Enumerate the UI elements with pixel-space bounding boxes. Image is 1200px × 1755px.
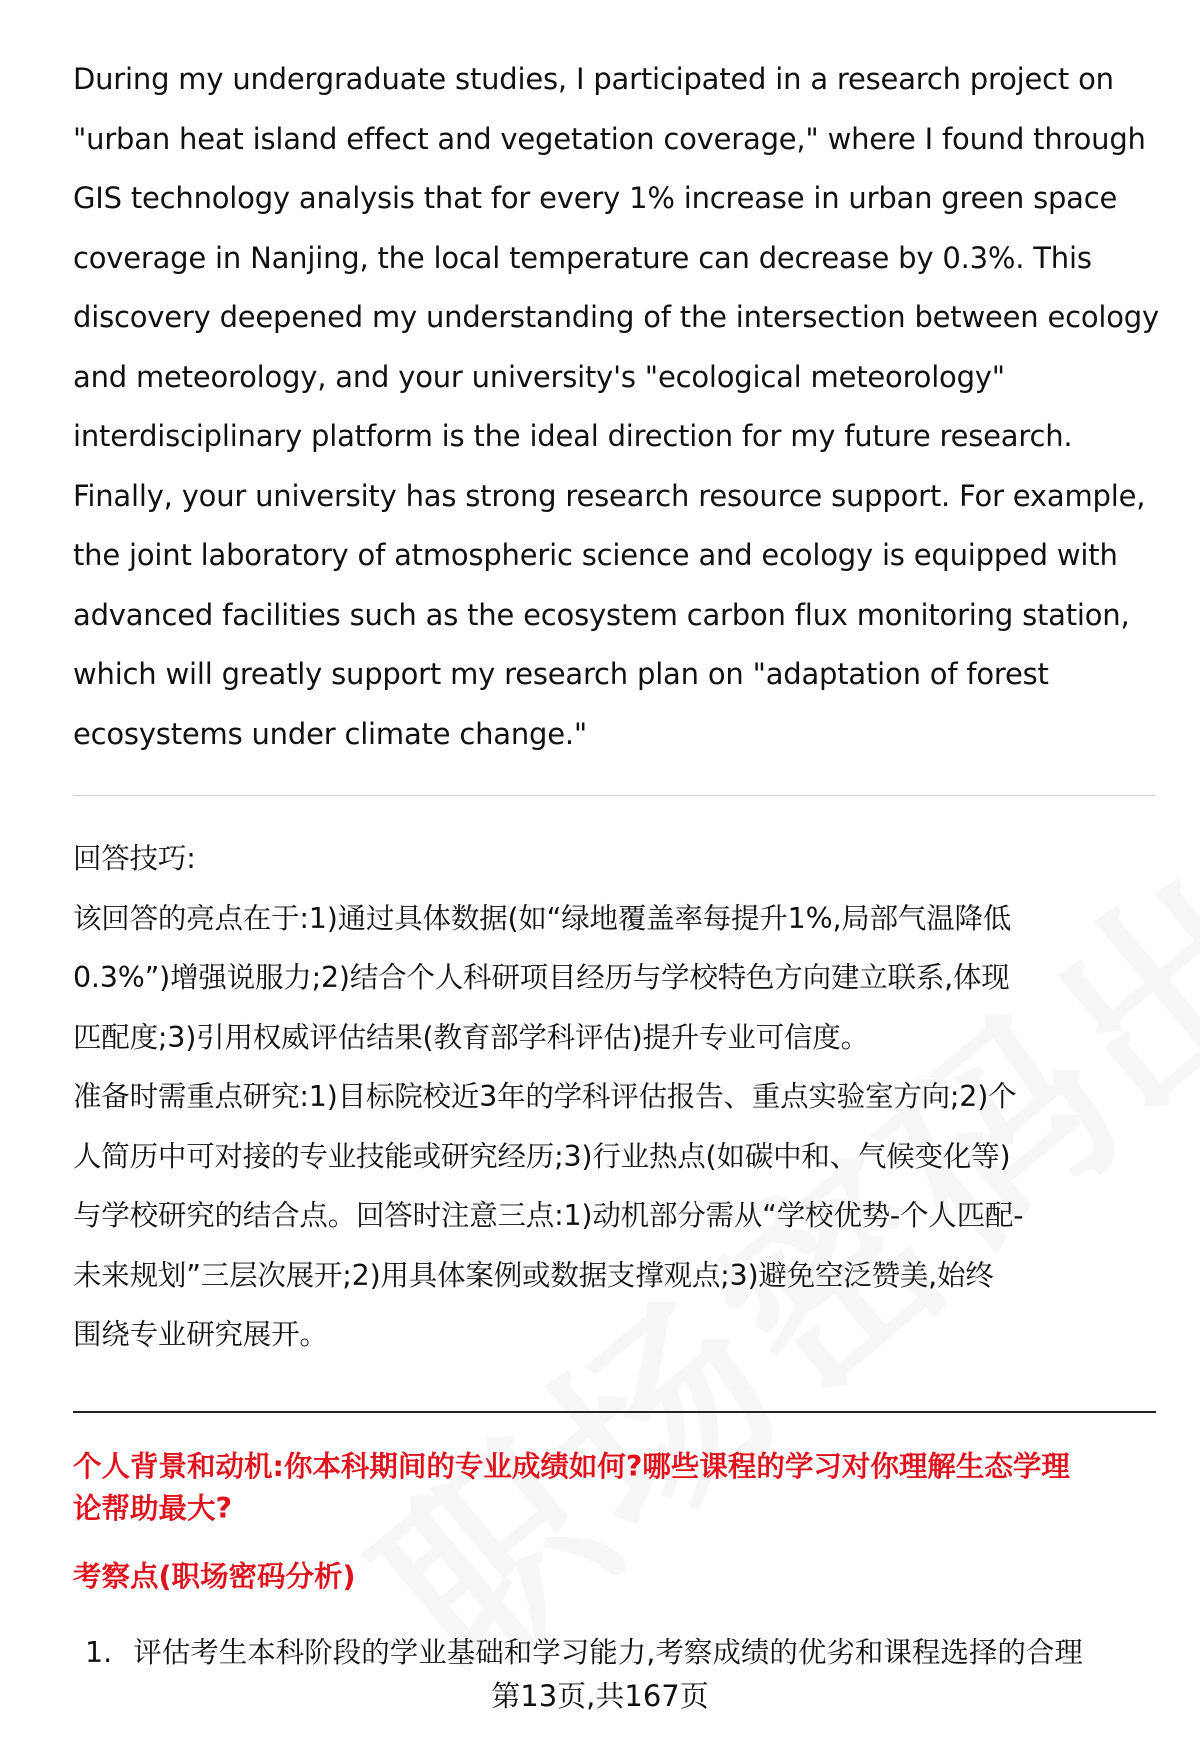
exam-points-title: 考察点(职场密码分析) — [73, 1560, 356, 1593]
paragraph-line: the joint laboratory of atmospheric science and ecology is equipped with — [73, 538, 1118, 572]
list-item-number: 1. — [85, 1636, 113, 1669]
tips-line: 未来规划”三层次展开;2)用具体案例或数据支撑观点;3)避免空泛赞美,始终 — [73, 1258, 994, 1292]
tips-line: 准备时需重点研究:1)目标院校近3年的学科评估报告、重点实验室方向;2)个 — [73, 1080, 1017, 1113]
paragraph-line: Finally, your university has strong research resource support. For example, — [73, 478, 1146, 513]
tips-line: 0.3%”)增强说服力;2)结合个人科研项目经历与学校特色方向建立联系,体现 — [73, 961, 1010, 994]
list-item-text: 评估考生本科阶段的学业基础和学习能力,考察成绩的优劣和课程选择的合理 — [133, 1636, 1083, 1669]
english-paragraph — [73, 50, 1163, 764]
paragraph-line: discovery deepened my understanding of the intersection between ecology — [73, 300, 1159, 334]
section-divider — [73, 795, 1156, 796]
tips-line: 匹配度;3)引用权威评估结果(教育部学科评估)提升专业可信度。 — [73, 1020, 869, 1054]
paragraph-line: which will greatly support my research plan on "adaptation of forest — [73, 657, 1049, 691]
exam-points-list — [85, 1632, 1083, 1674]
paragraph-line: interdisciplinary platform is the ideal direction for my future research. — [73, 419, 1073, 453]
question-line: 个人背景和动机:你本科期间的专业成绩如何?哪些课程的学习对你理解生态学理 — [73, 1450, 1070, 1483]
paragraph-line: coverage in Nanjing, the local temperature can decrease by 0.3%. This — [73, 240, 1092, 275]
paragraph-line: "urban heat island effect and vegetation coverage," where I found through — [73, 121, 1146, 156]
section-divider — [73, 1411, 1156, 1413]
answer-tips — [73, 829, 1163, 1365]
tips-line: 该回答的亮点在于:1)通过具体数据(如“绿地覆盖率每提升1%,局部气温降低 — [73, 901, 1012, 935]
question-line: 论帮助最大? — [73, 1492, 233, 1525]
paragraph-line: During my undergraduate studies, I participated in a research project on — [73, 62, 1114, 96]
question-heading — [73, 1446, 1163, 1530]
tips-line: 人简历中可对接的专业技能或研究经历;3)行业热点(如碳中和、气候变化等) — [73, 1139, 1011, 1173]
tips-heading: 回答技巧: — [73, 842, 196, 875]
page-footer: 第13页,共167页 — [491, 1679, 709, 1713]
paragraph-line: GIS technology analysis that for every 1% increase in urban green space — [73, 181, 1118, 215]
paragraph-line: and meteorology, and your university's "ecological meteorology" — [73, 359, 1005, 394]
tips-line: 与学校研究的结合点。回答时注意三点:1)动机部分需从“学校优势-个人匹配- — [73, 1199, 1024, 1232]
paragraph-line: advanced facilities such as the ecosystem carbon flux monitoring station, — [73, 597, 1130, 632]
tips-line: 围绕专业研究展开。 — [73, 1318, 328, 1351]
paragraph-line: ecosystems under climate change." — [73, 716, 588, 751]
